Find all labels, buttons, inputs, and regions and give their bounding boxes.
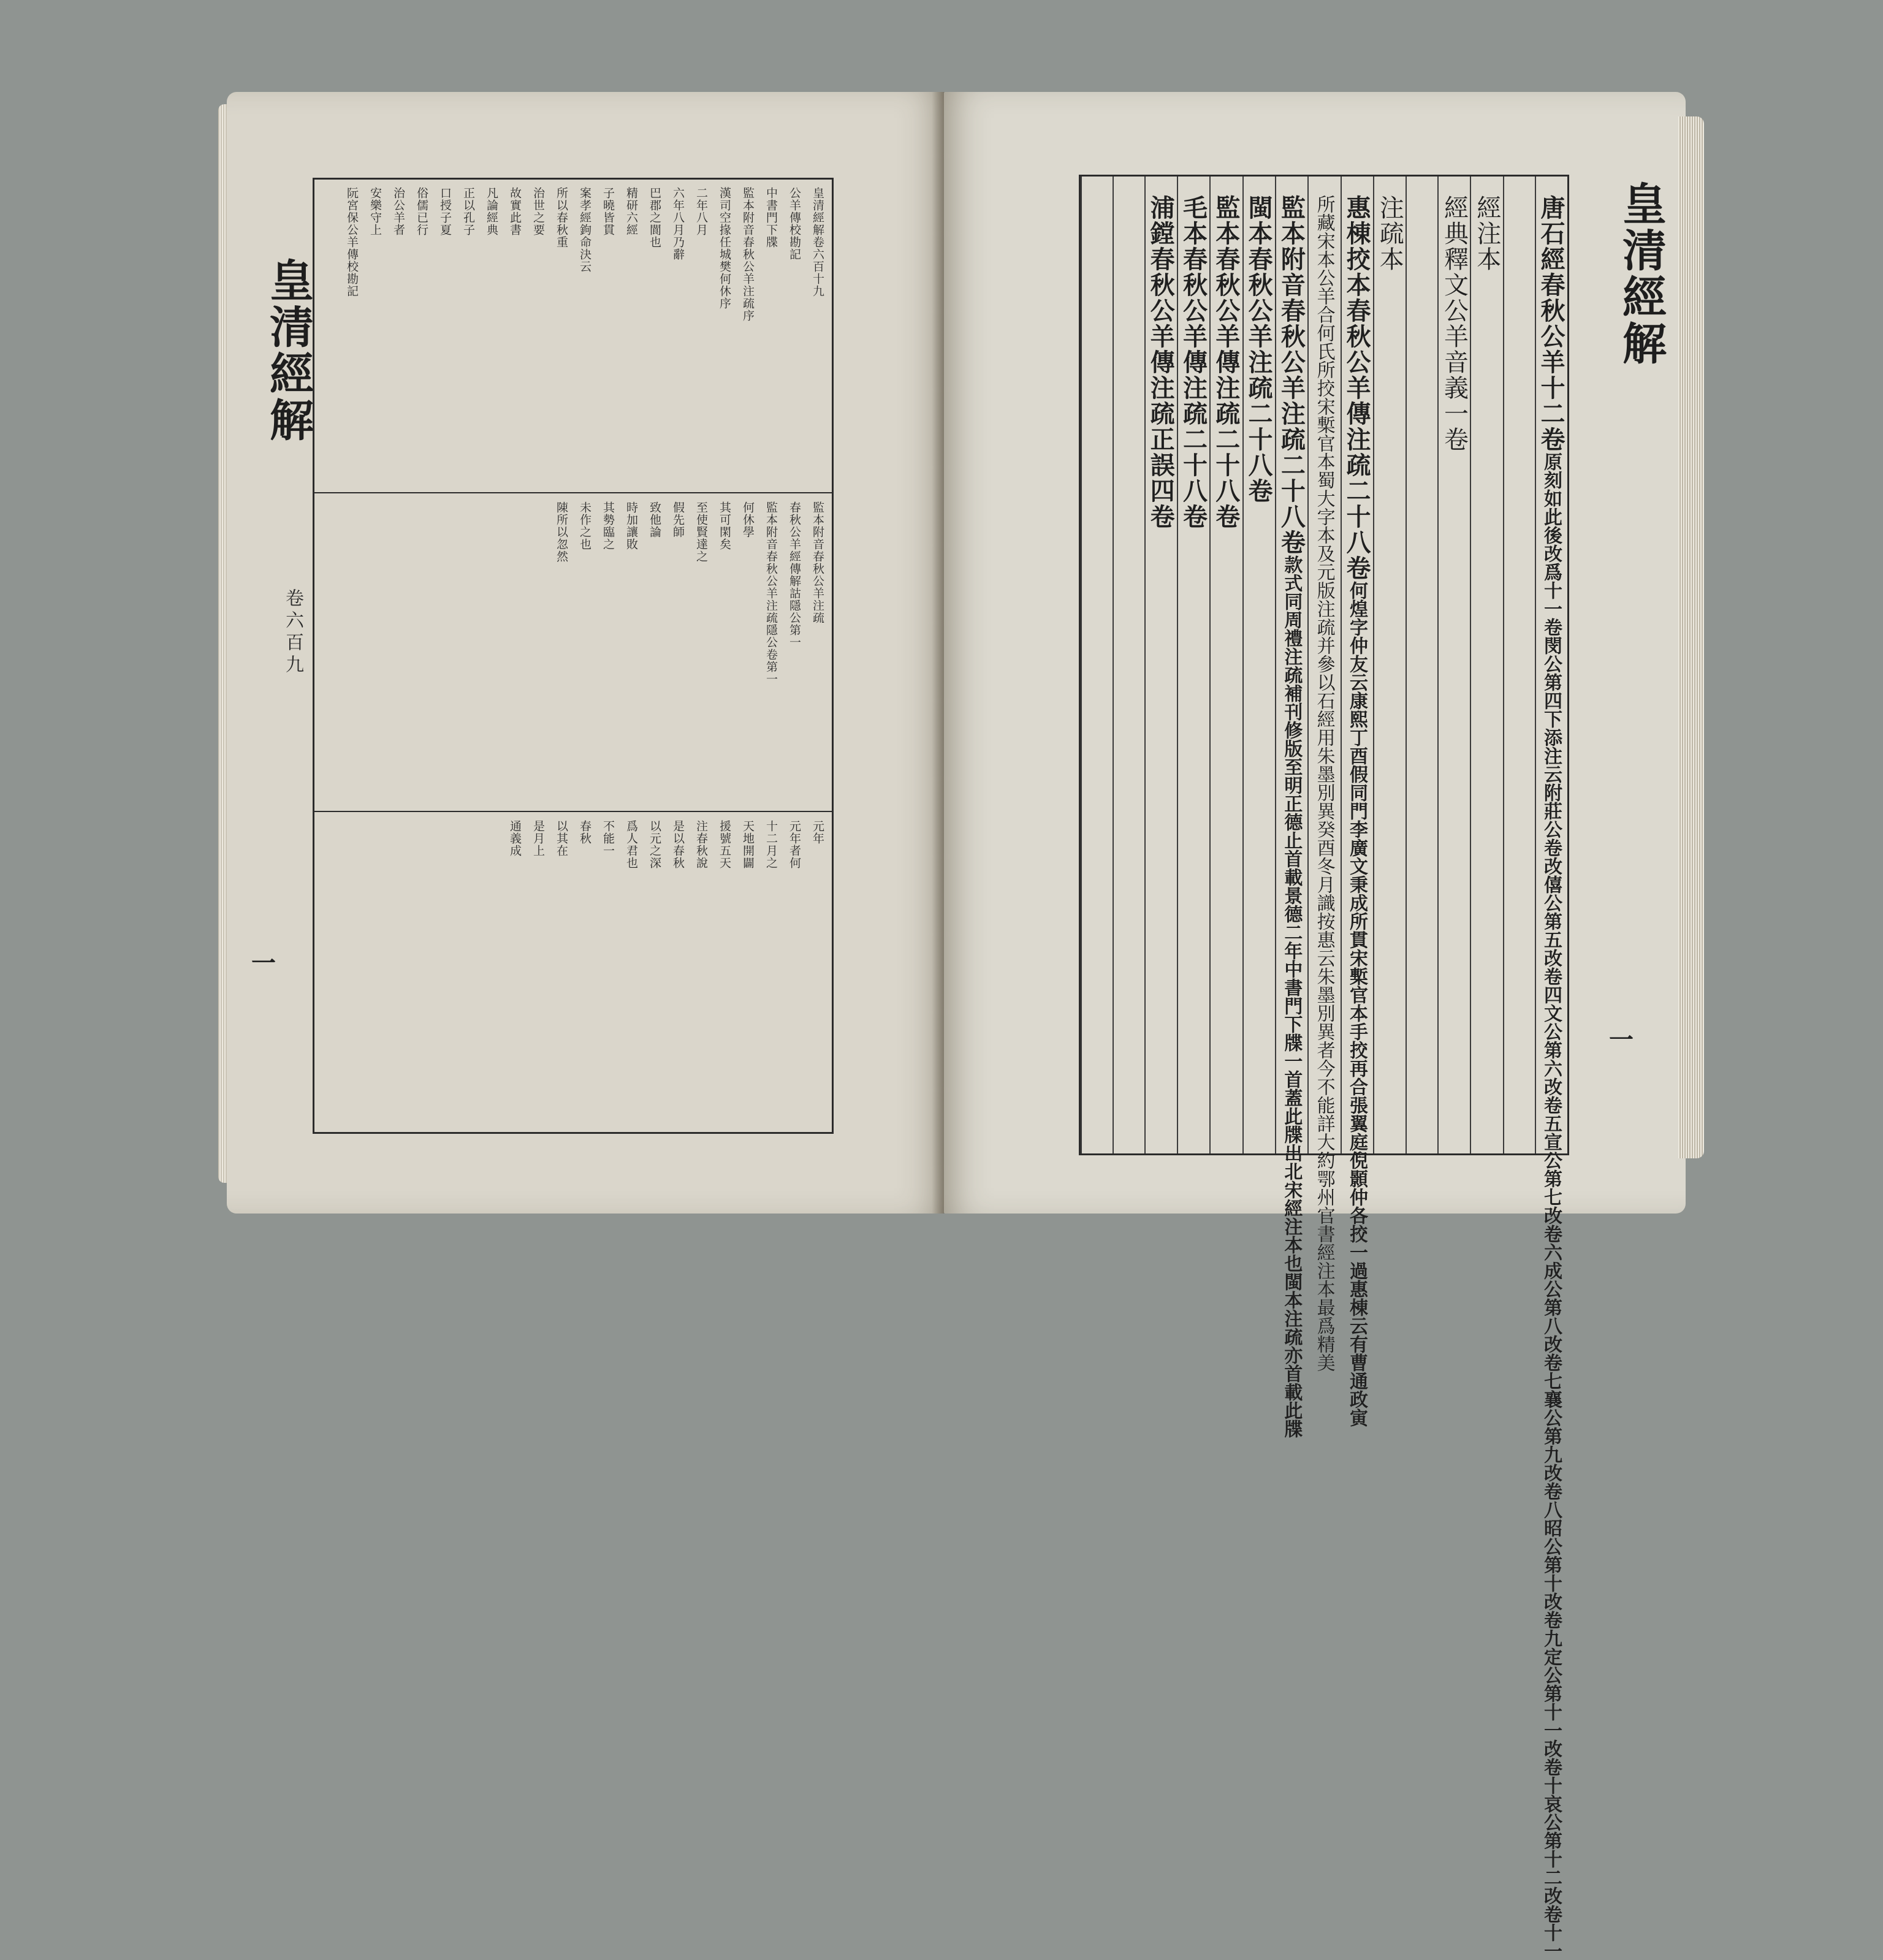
right-text-column xyxy=(1242,177,1275,1153)
left-page-number: 一 xyxy=(251,949,276,978)
left-text-column: 元年 xyxy=(811,820,824,845)
left-text-column: 致他論 xyxy=(648,501,661,538)
left-text-column: 是月上 xyxy=(531,820,545,857)
left-text-column: 子曉皆貫 xyxy=(601,187,615,236)
left-upper-block xyxy=(337,187,826,487)
column-heading-text: 閩本春秋公羊注疏二十八卷 xyxy=(1244,195,1274,504)
left-block-divider-1 xyxy=(314,492,832,493)
left-text-column: 治世之要 xyxy=(531,187,545,236)
column-heading-text: 唐石經春秋公羊十二卷 xyxy=(1537,195,1565,452)
right-text-column xyxy=(1373,177,1406,1153)
left-text-column: 時加讓敗 xyxy=(625,501,638,550)
left-text-column: 春秋公羊經傳解詁隱公第一 xyxy=(788,501,801,648)
left-text-column: 安樂守上 xyxy=(368,187,382,236)
left-text-frame xyxy=(313,178,834,1134)
left-text-column: 所以春秋重 xyxy=(555,187,568,248)
right-text-column xyxy=(1275,177,1307,1438)
left-text-column: 未作之也 xyxy=(578,501,592,550)
open-book xyxy=(227,92,1686,1960)
left-text-column: 以元之深 xyxy=(648,820,661,869)
left-text-column: 二年八月 xyxy=(694,187,708,236)
column-heading-text: 經典釋文公羊音義一卷 xyxy=(1440,195,1469,452)
left-margin-title: 皇清經解 xyxy=(262,257,314,444)
left-lower-block xyxy=(500,820,826,1126)
left-text-column: 是以春秋 xyxy=(671,820,685,869)
right-text-column xyxy=(1406,177,1437,1153)
right-text-column xyxy=(1341,177,1373,1427)
left-text-column: 監本附音春秋公羊注疏 xyxy=(811,501,824,624)
right-text-column xyxy=(1081,177,1113,1153)
column-heading-text: 惠棟挍本春秋公羊傳注疏二十八卷 xyxy=(1342,195,1371,581)
left-text-column: 公羊傳校勘記 xyxy=(788,187,801,260)
left-text-column: 假先師 xyxy=(671,501,685,538)
right-text-column xyxy=(1307,177,1340,1372)
left-margin-header xyxy=(239,184,314,1140)
left-text-column: 監本附音春秋公羊注疏序 xyxy=(741,187,755,322)
left-text-column: 不能一 xyxy=(601,820,615,857)
column-heading-text: 毛本春秋公羊傳注疏二十八卷 xyxy=(1179,195,1208,530)
right-text-column xyxy=(1209,177,1242,1153)
left-text-column: 通義成 xyxy=(508,820,522,857)
column-heading-text: 經注本 xyxy=(1472,195,1501,272)
left-text-column: 阮宮保公羊傳校勘記 xyxy=(345,187,359,297)
left-text-column: 春秋 xyxy=(578,820,592,845)
column-annotation-text: 所藏宋本公羊合何氏所挍宋槧官本蜀大字本及元版注疏并參以石經用朱墨別異癸酉冬月識按惠云朱墨別異者今不能詳大約鄂州官書經注本最爲精美 xyxy=(1313,195,1335,1372)
left-page xyxy=(227,92,944,1214)
column-annotation-text: 何煌字仲友云康熙丁酉假同門李廣文秉成所貫宋槧官本手挍再合張翼庭倪顥仲各挍一過惠棟云有曹通政寅 xyxy=(1345,581,1368,1427)
column-heading-text: 浦鏜春秋公羊傳注疏正誤四卷 xyxy=(1146,195,1176,530)
left-text-column: 巴郡之閬也 xyxy=(648,187,661,248)
left-text-column: 中書門下牒 xyxy=(764,187,778,248)
left-text-column: 爲人君也 xyxy=(625,820,638,869)
left-text-column: 其勢臨之 xyxy=(601,501,615,550)
right-text-column xyxy=(1503,177,1535,1153)
left-text-column: 精研六經 xyxy=(625,187,638,236)
left-text-column: 何休學 xyxy=(741,501,755,538)
page-edges-right xyxy=(1678,116,1704,1158)
left-middle-block xyxy=(546,501,826,805)
column-heading-text: 監本春秋公羊傳注疏二十八卷 xyxy=(1211,195,1241,530)
left-text-column: 案孝經鉤命決云 xyxy=(578,187,592,273)
left-text-column: 元年者何 xyxy=(788,820,801,869)
right-text-column xyxy=(1535,177,1567,1960)
right-text-frame xyxy=(1079,175,1569,1960)
right-text-column xyxy=(1470,177,1502,1153)
right-margin-header xyxy=(1603,175,1667,1155)
left-text-column: 援號五天 xyxy=(718,820,731,869)
right-columns xyxy=(1081,177,1567,1960)
left-text-column: 陳所以忽然 xyxy=(555,501,568,563)
left-text-column: 天地開闢 xyxy=(741,820,755,869)
left-text-column: 治公羊者 xyxy=(392,187,405,236)
left-text-column: 監本附音春秋公羊注疏隱公卷第一 xyxy=(764,501,778,685)
left-text-column: 俗儒已行 xyxy=(415,187,428,236)
right-text-column xyxy=(1113,177,1144,1153)
left-text-column: 六年八月乃辭 xyxy=(671,187,685,260)
left-text-column: 至使賢達之 xyxy=(694,501,708,563)
right-page xyxy=(944,92,1686,1960)
left-text-column: 口授子夏 xyxy=(438,187,452,236)
left-text-column: 皇清經解卷六百十九 xyxy=(811,187,824,297)
column-annotation-text: 原刻如此後改爲十一卷閔公第四下添注云附莊公卷改僖公第五改卷四文公第六改卷五宣公第七改卷六成公第八改卷七襄公第九改卷八昭公第十改卷九定公第十一改卷十哀公第十二改卷十一 xyxy=(1540,452,1562,1960)
left-text-column: 以其在 xyxy=(555,820,568,857)
right-text-column xyxy=(1177,177,1209,1153)
left-text-column: 正以孔子 xyxy=(462,187,475,236)
left-text-column: 凡論經典 xyxy=(485,187,498,236)
right-text-column xyxy=(1437,177,1470,1153)
left-text-column: 十二月之 xyxy=(764,820,778,869)
left-block-divider-2 xyxy=(314,811,832,812)
left-text-column: 注春秋說 xyxy=(694,820,708,869)
right-margin-title: 皇清經解 xyxy=(1615,181,1667,367)
right-text-column xyxy=(1144,177,1177,1153)
column-heading-text: 注疏本 xyxy=(1375,195,1404,272)
left-text-column: 其可閑矣 xyxy=(718,501,731,550)
right-page-number: 一 xyxy=(1609,1025,1634,1054)
column-annotation-text: 款式同周禮注疏補刊修版至明正德止首載景德二年中書門下牒一首蓋此牒出北宋經注本也閩本注疏亦首載此牒 xyxy=(1280,555,1303,1438)
left-text-column: 漢司空掾任城樊何休序 xyxy=(718,187,731,310)
column-heading-text: 監本附音春秋公羊注疏二十八卷 xyxy=(1277,195,1306,555)
left-margin-volume: 卷六百九 xyxy=(282,588,303,677)
left-text-column: 故實此書 xyxy=(508,187,522,236)
